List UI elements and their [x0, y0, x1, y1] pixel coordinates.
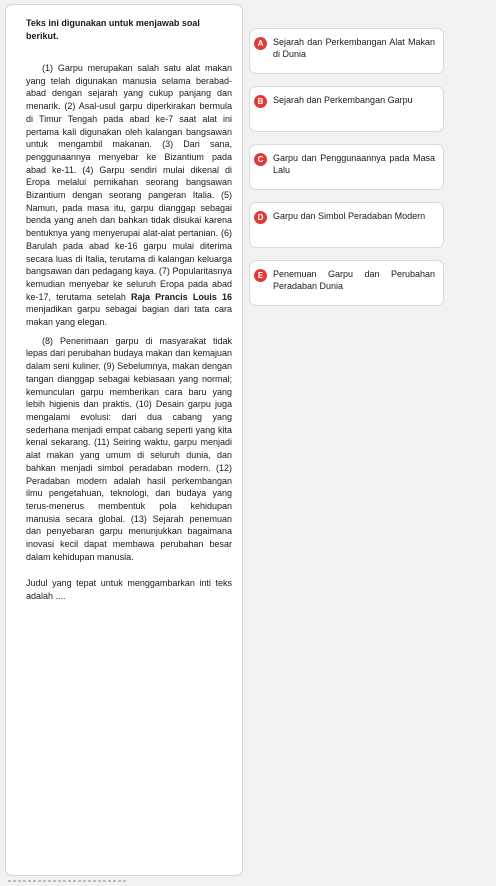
option-e[interactable] — [249, 260, 444, 306]
paragraph-1-body: (1) Garpu merupakan salah satu alat makan yang telah digunakan manusia selama berabad-abad dengan sejarah yang cukup panjang dan menarik. (2) Asal-usul garpu diperkirakan bermula di Timur Tengah pada abad ke-7 saat alat ini pertama kali digunakan oleh kalangan bangsawan untuk mengambil makanan. (3) Dari sana, penggunaannya menyebar ke Bizantium pada abad ke-11. (4) Garpu sendiri mulai dikenal di Eropa melalui pernikahan seorang bangsawan Bizantium dengan seorang pangeran Italia. (5) Namun, pada masa itu, garpu dianggap sebagai benda yang aneh dan bahkan tidak disukai karena bentuknya yang menyerupai alat-alat pertanian. (6) Barulah pada abad ke-16 garpu mulai diterima secara luas di Italia, terutama di kalangan keluarga bangsawan dan pedagang kaya. (7) Popularitasnya kemudian menyebar ke seluruh Eropa pada abad ke-17, terutama setelah — [26, 63, 232, 302]
question-card — [5, 4, 243, 876]
option-letter-a: A — [254, 37, 267, 50]
option-e-text: Penemuan Garpu dan Perubahan Peradaban Dunia — [273, 269, 435, 291]
paragraph-1-tail: menjadikan garpu sebagai bagian dari tata cara makan yang elegan. — [26, 304, 232, 328]
paragraph-1 — [26, 62, 232, 329]
option-letter-e: E — [254, 269, 267, 282]
paragraph-2: (8) Penerimaan garpu di masyarakat tidak lepas dari perubahan budaya makan dan kemajuan dalam seni kuliner. (9) Sebelumnya, makan dengan tangan dianggap sebagai kebiasaan yang normal; kemunculan garpu memberikan cara baru yang lebih higienis dan praktis. (10) Desain garpu juga mengalami evolusi: dari dua cabang yang sederhana menjadi empat cabang seperti yang kita kenal sekarang. (11) Seiring waktu, garpu menjadi alat makan yang umum di seluruh dunia, dan bahkan menjadi simbol peradaban modern. (12) Peradaban modern adalah hasil perkembangan ilmu pengetahuan, teknologi, dan budaya yang terus-menerus membentuk pola kehidupan manusia secara global. (13) Sejarah penemuan dan penyebaran garpu menunjukkan bagaimana inovasi kecil dapat membawa perubahan besar dalam kehidupan manusia. — [26, 335, 232, 562]
option-c-text: Garpu dan Penggunaannya pada Masa Lalu — [273, 153, 435, 175]
question-prompt: Judul yang tepat untuk menggambarkan inti teks adalah .... — [26, 578, 232, 602]
option-d-text: Garpu dan Simbol Peradaban Modern — [273, 211, 426, 221]
option-a[interactable] — [249, 28, 444, 74]
bold-name: Raja Prancis Louis 16 — [131, 291, 232, 302]
footer-divider — [8, 880, 128, 882]
option-c[interactable] — [249, 144, 444, 190]
option-letter-d: D — [254, 211, 267, 224]
option-letter-c: C — [254, 153, 267, 166]
option-letter-b: B — [254, 95, 267, 108]
option-a-text: Sejarah dan Perkembangan Alat Makan di Dunia — [273, 37, 435, 59]
answer-options — [249, 28, 444, 318]
option-b[interactable] — [249, 86, 444, 132]
option-b-text: Sejarah dan Perkembangan Garpu — [273, 95, 413, 105]
reading-passage — [26, 62, 232, 563]
instruction-text: Teks ini digunakan untuk menjawab soal berikut. — [26, 18, 200, 41]
option-d[interactable] — [249, 202, 444, 248]
